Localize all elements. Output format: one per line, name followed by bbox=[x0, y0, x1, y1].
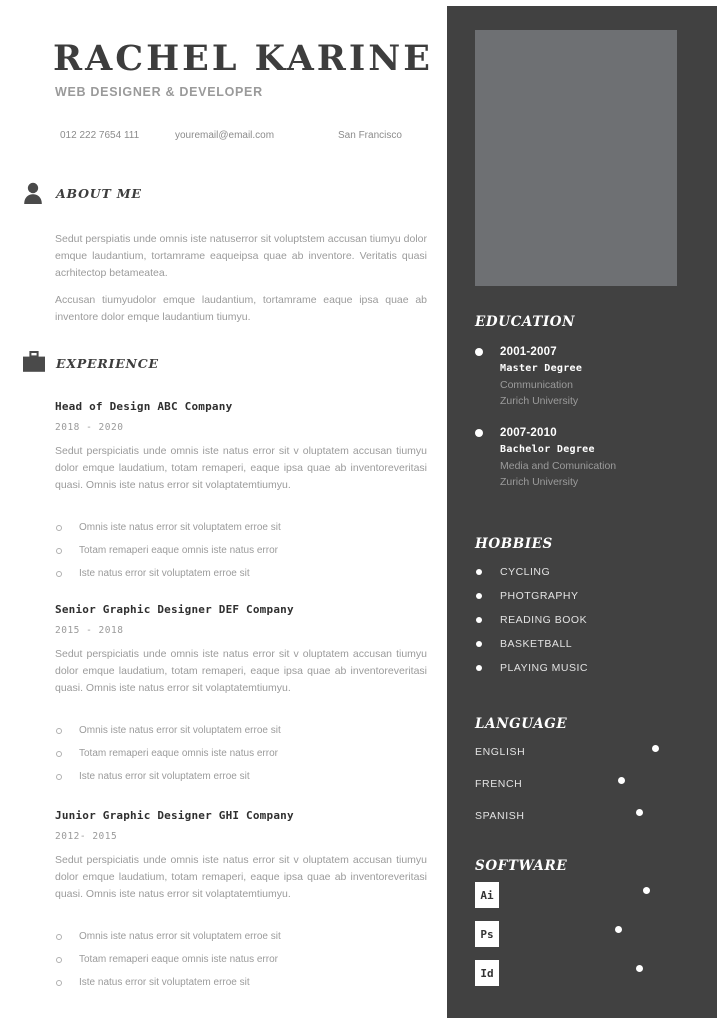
job-title: Junior Graphic Designer GHI Company bbox=[55, 809, 294, 822]
hobby-label: CYCLING bbox=[500, 566, 551, 578]
job-bullet bbox=[55, 931, 427, 945]
job-title: Senior Graphic Designer DEF Company bbox=[55, 603, 294, 616]
language-level-marker bbox=[618, 777, 625, 784]
job-bullet bbox=[55, 954, 427, 968]
bullet-dot-icon bbox=[476, 593, 482, 599]
language-label: SPANISH bbox=[475, 810, 525, 822]
bullet-circle-icon bbox=[56, 774, 62, 780]
education-field: Media and Comunication bbox=[500, 460, 617, 472]
job-bullet bbox=[55, 725, 427, 739]
software-level-marker bbox=[615, 926, 622, 933]
bullet-dot-icon bbox=[475, 429, 483, 437]
education-years: 2001-2007 bbox=[500, 346, 557, 358]
software-row bbox=[475, 966, 699, 1005]
job-bullet bbox=[55, 568, 427, 582]
software-heading: SOFTWARE bbox=[475, 858, 568, 874]
job-date: 2015 - 2018 bbox=[55, 625, 124, 636]
bullet-text: Omnis iste natus error sit voluptatem erroe sit bbox=[79, 725, 281, 736]
candidate-name: RACHEL KARINE bbox=[53, 38, 433, 79]
hobby-item bbox=[475, 638, 699, 650]
candidate-role: WEB DESIGNER & DEVELOPER bbox=[55, 85, 263, 99]
education-section bbox=[475, 314, 699, 506]
software-level-marker bbox=[643, 887, 650, 894]
bullet-dot-icon bbox=[476, 617, 482, 623]
hobby-item bbox=[475, 566, 699, 578]
language-label: FRENCH bbox=[475, 778, 523, 790]
about-paragraph-2: Accusan tiumyudolor emque laudantium, tortamrame eaque ipsa quae ab inventore dolor emque laudantium tiumyu. bbox=[55, 294, 427, 323]
bullet-text: Totam remaperi eaque omnis iste natus error bbox=[79, 954, 278, 965]
software-badge-ai: Ai bbox=[475, 882, 499, 908]
bullet-dot-icon bbox=[475, 348, 483, 356]
bullet-text: Totam remaperi eaque omnis iste natus error bbox=[79, 748, 278, 759]
job-date: 2012- 2015 bbox=[55, 831, 118, 842]
hobby-item bbox=[475, 590, 699, 602]
contact-phone: 012 222 7654 111 bbox=[60, 130, 140, 141]
bullet-circle-icon bbox=[56, 525, 62, 531]
education-degree: Bachelor Degree bbox=[500, 444, 595, 455]
language-level-marker bbox=[636, 809, 643, 816]
education-degree: Master Degree bbox=[500, 363, 583, 374]
bullet-circle-icon bbox=[56, 571, 62, 577]
profile-photo-placeholder bbox=[475, 30, 677, 286]
job-bullet bbox=[55, 522, 427, 536]
language-row bbox=[475, 778, 699, 810]
about-paragraph-1: Sedut perspiatis unde omnis iste natuserror sit voluptstem accusan tiumyu dolor emque laudantium, tortamrame eaqueipsa quae ab inventore. Veritatis quasi acrhitectop betameatea. bbox=[55, 233, 427, 279]
job-bullet bbox=[55, 545, 427, 559]
language-section bbox=[475, 716, 699, 842]
bullet-circle-icon bbox=[56, 980, 62, 986]
sidebar bbox=[447, 6, 717, 1018]
language-level-marker bbox=[652, 745, 659, 752]
job-title: Head of Design ABC Company bbox=[55, 400, 233, 413]
experience-heading: EXPERIENCE bbox=[56, 356, 159, 371]
language-row bbox=[475, 810, 699, 842]
bullet-text: Omnis iste natus error sit voluptatem erroe sit bbox=[79, 931, 281, 942]
education-years: 2007-2010 bbox=[500, 427, 557, 439]
software-row bbox=[475, 888, 699, 927]
bullet-circle-icon bbox=[56, 728, 62, 734]
language-row bbox=[475, 746, 699, 778]
bullet-circle-icon bbox=[56, 934, 62, 940]
contact-email: youremail@email.com bbox=[175, 130, 275, 141]
hobby-item bbox=[475, 662, 699, 674]
education-field: Communication bbox=[500, 379, 573, 391]
software-badge-ps: Ps bbox=[475, 921, 499, 947]
job-bullet bbox=[55, 771, 427, 785]
hobbies-section bbox=[475, 536, 699, 686]
bullet-text: Omnis iste natus error sit voluptatem erroe sit bbox=[79, 522, 281, 533]
bullet-dot-icon bbox=[476, 641, 482, 647]
contact-location: San Francisco bbox=[338, 130, 402, 141]
software-badge-id: Id bbox=[475, 960, 499, 986]
bullet-text: Iste natus error sit voluptatem erroe sit bbox=[79, 771, 250, 782]
bullet-text: Totam remaperi eaque omnis iste natus error bbox=[79, 545, 278, 556]
bullet-circle-icon bbox=[56, 751, 62, 757]
education-item bbox=[475, 344, 699, 409]
bullet-dot-icon bbox=[476, 569, 482, 575]
education-heading: EDUCATION bbox=[475, 314, 576, 330]
briefcase-icon bbox=[22, 351, 46, 379]
education-school: Zurich University bbox=[500, 395, 579, 407]
hobby-label: BASKETBALL bbox=[500, 638, 573, 650]
job-bullet bbox=[55, 977, 427, 991]
job-description: Sedut perspiciatis unde omnis iste natus error sit v oluptatem accusan tiumyu dolor emque laudatium, totam remaperi, eaque ipsa quae ab inventoreveritasi quasi. Omnis iste natus error sit volaptatemtiumyu. bbox=[55, 445, 427, 491]
bullet-dot-icon bbox=[476, 665, 482, 671]
software-row bbox=[475, 927, 699, 966]
about-heading: ABOUT ME bbox=[56, 186, 142, 201]
hobbies-heading: HOBBIES bbox=[475, 536, 553, 552]
hobby-label: READING BOOK bbox=[500, 614, 588, 626]
hobby-label: PLAYING MUSIC bbox=[500, 662, 588, 674]
person-icon bbox=[22, 181, 44, 210]
hobby-label: PHOTGRAPHY bbox=[500, 590, 579, 602]
job-description: Sedut perspiciatis unde omnis iste natus error sit v oluptatem accusan tiumyu dolor emque laudatium, totam remaperi, eaque ipsa quae ab inventoreveritasi quasi. Omnis iste natus error sit volaptatemtiumyu. bbox=[55, 648, 427, 694]
education-item bbox=[475, 425, 699, 490]
job-date: 2018 - 2020 bbox=[55, 422, 124, 433]
bullet-circle-icon bbox=[56, 548, 62, 554]
bullet-text: Iste natus error sit voluptatem erroe sit bbox=[79, 977, 250, 988]
job-description: Sedut perspiciatis unde omnis iste natus error sit v oluptatem accusan tiumyu dolor emque laudatium, totam remaperi, eaque ipsa quae ab inventoreveritasi quasi. Omnis iste natus error sit volaptatemtiumyu. bbox=[55, 854, 427, 900]
hobby-item bbox=[475, 614, 699, 626]
language-label: ENGLISH bbox=[475, 746, 526, 758]
bullet-circle-icon bbox=[56, 957, 62, 963]
software-section bbox=[475, 858, 699, 1005]
software-level-marker bbox=[636, 965, 643, 972]
education-school: Zurich University bbox=[500, 476, 579, 488]
language-heading: LANGUAGE bbox=[475, 716, 568, 732]
job-bullet bbox=[55, 748, 427, 762]
bullet-text: Iste natus error sit voluptatem erroe sit bbox=[79, 568, 250, 579]
